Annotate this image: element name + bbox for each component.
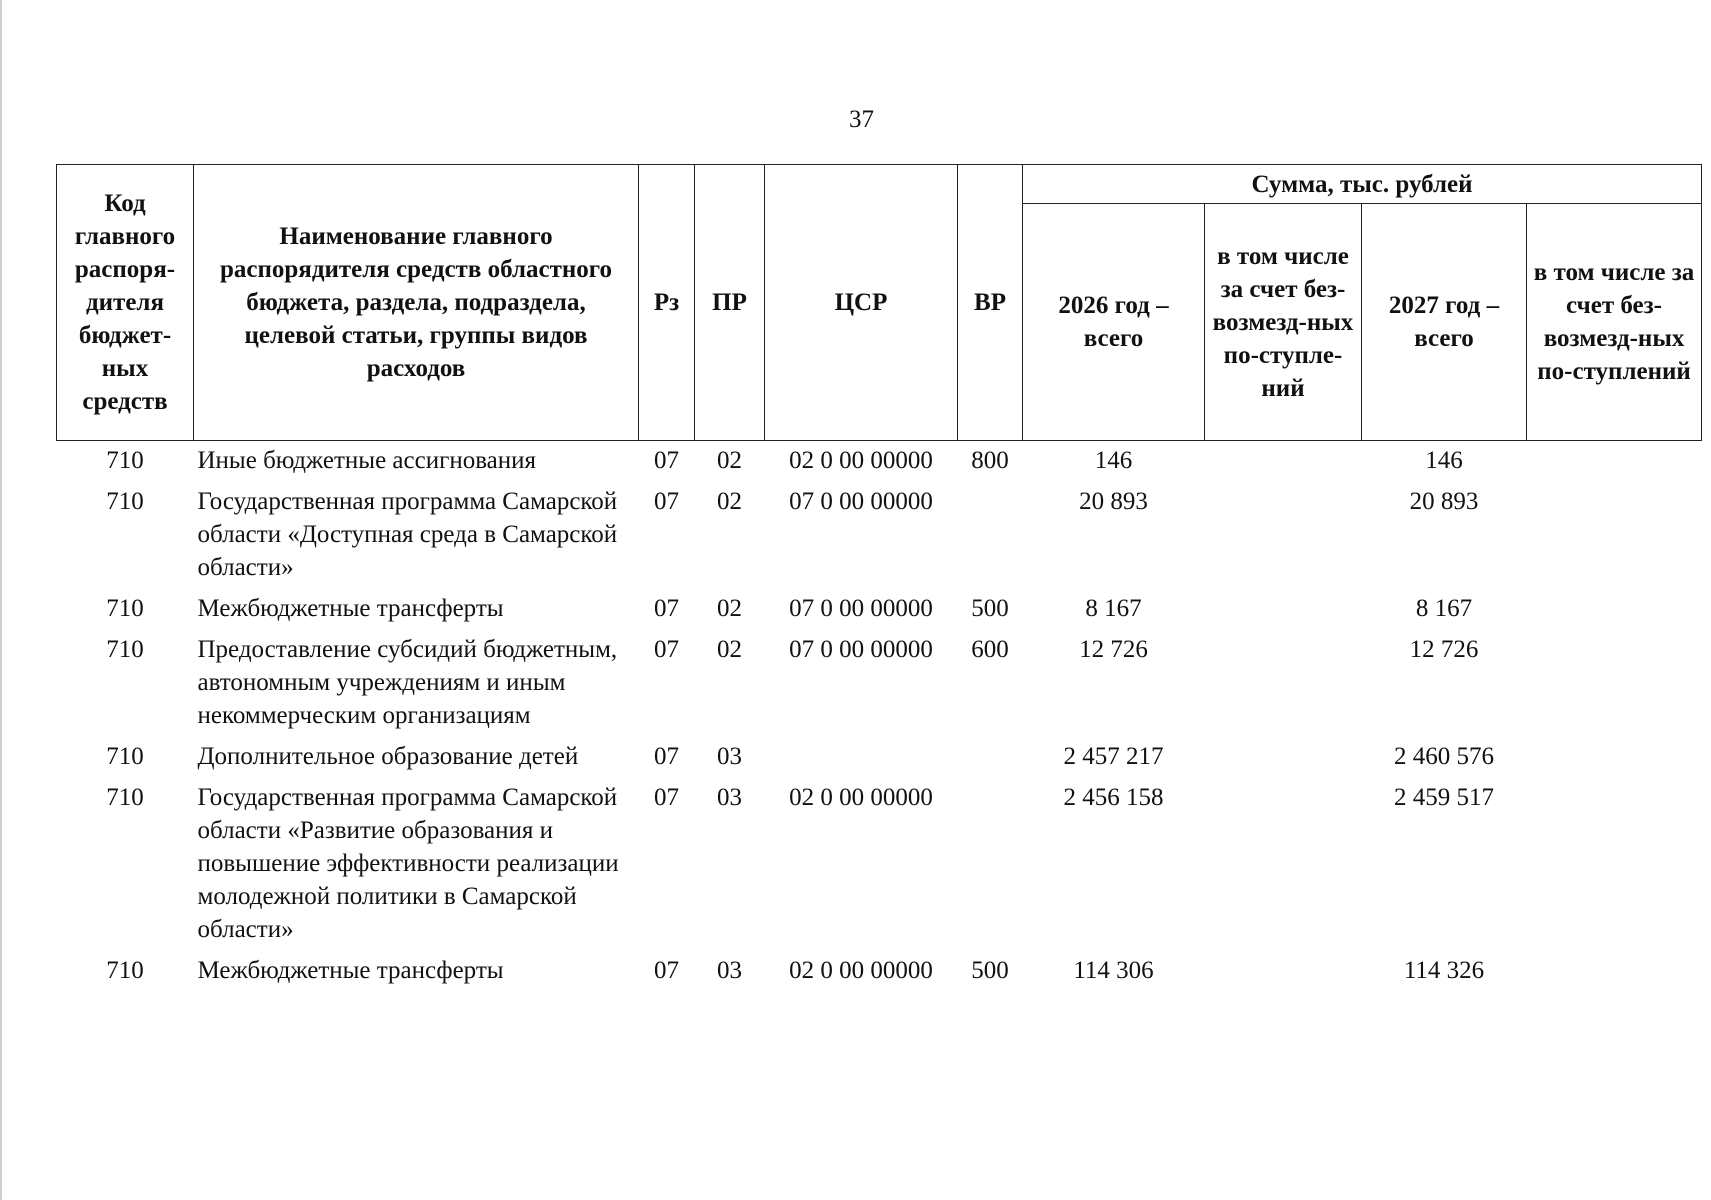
cell-2026-grants	[1205, 946, 1362, 987]
cell-pr: 02	[717, 447, 742, 474]
header-rz: Рз	[639, 165, 695, 441]
cell-2027-total: 114 326	[1403, 957, 1485, 984]
cell-csr	[765, 732, 958, 773]
cell-vr	[958, 477, 1023, 584]
cell-2027-grants	[1527, 946, 1702, 987]
cell-2027-grants	[1527, 584, 1702, 625]
header-2026-grants: в том числе за счет без-возмезд-ных по-ступле-ний	[1205, 204, 1362, 441]
cell-pr: 03	[717, 957, 742, 984]
cell-code: 710	[106, 447, 144, 474]
cell-2027-total: 146	[1425, 447, 1463, 474]
cell-2027-grants	[1527, 773, 1702, 946]
header-pr: ПР	[695, 165, 765, 441]
cell-code: 710	[106, 636, 144, 663]
cell-name: Государственная программа Самарской области «Развитие образования и повышение эффективности реализации молодежной политики в Самарской области»	[197, 784, 619, 943]
header-2026-total: 2026 год – всего	[1023, 204, 1205, 441]
cell-name: Иные бюджетные ассигнования	[197, 447, 537, 474]
page-number: 37	[849, 106, 874, 133]
cell-rz: 07	[654, 488, 679, 515]
cell-name: Предоставление субсидий бюджетным, автономным учреждениям и иным некоммерческим организациям	[197, 636, 618, 729]
table-row	[57, 441, 1702, 478]
cell-code: 710	[106, 784, 144, 811]
table-header	[57, 165, 1702, 441]
cell-pr: 03	[717, 784, 742, 811]
cell-vr: 500	[971, 595, 1009, 622]
header-code: Код главного распоря-дителя бюджет-ных средств	[57, 165, 194, 441]
cell-2026-grants	[1205, 584, 1362, 625]
cell-pr: 02	[717, 595, 742, 622]
cell-2026-grants	[1205, 441, 1362, 478]
cell-2026-grants	[1205, 773, 1362, 946]
cell-rz: 07	[654, 784, 679, 811]
table-body	[57, 441, 1702, 988]
header-csr: ЦСР	[765, 165, 958, 441]
cell-2027-grants	[1527, 441, 1702, 478]
cell-2026-grants	[1205, 625, 1362, 732]
table-row	[57, 732, 1702, 773]
cell-2026-total: 146	[1094, 447, 1133, 474]
header-2027-total: 2027 год – всего	[1362, 204, 1527, 441]
cell-2027-total: 20 893	[1409, 488, 1479, 515]
cell-code: 710	[106, 743, 144, 770]
header-name: Наименование главного распорядителя средств областного бюджета, раздела, подраздела, целевой статьи, группы видов расходов	[194, 165, 639, 441]
cell-2027-grants	[1527, 477, 1702, 584]
cell-csr: 07 0 00 00000	[789, 636, 933, 663]
cell-csr: 07 0 00 00000	[789, 595, 933, 622]
cell-2026-total: 12 726	[1079, 636, 1148, 663]
cell-2027-total: 8 167	[1415, 595, 1473, 622]
cell-code: 710	[106, 488, 144, 515]
header-2027-grants: в том числе за счет без-возмезд-ных по-ступлений	[1527, 204, 1702, 441]
cell-2027-total: 12 726	[1409, 636, 1479, 663]
table-row	[57, 946, 1702, 987]
table-row	[57, 773, 1702, 946]
cell-2026-total: 8 167	[1085, 595, 1142, 622]
cell-csr: 07 0 00 00000	[789, 488, 933, 515]
cell-name: Межбюджетные трансферты	[197, 957, 504, 984]
cell-name: Дополнительное образование детей	[197, 743, 579, 770]
cell-vr: 800	[971, 447, 1009, 474]
cell-pr: 02	[717, 488, 742, 515]
cell-code: 710	[106, 595, 144, 622]
cell-pr: 03	[717, 743, 742, 770]
cell-vr	[958, 732, 1023, 773]
budget-table	[56, 164, 1702, 987]
cell-rz: 07	[654, 595, 679, 622]
table-row	[57, 477, 1702, 584]
cell-2027-total: 2 459 517	[1394, 784, 1494, 811]
cell-2026-grants	[1205, 732, 1362, 773]
header-sum: Сумма, тыс. рублей	[1023, 165, 1702, 204]
cell-code: 710	[106, 957, 144, 984]
cell-2027-total: 2 460 576	[1394, 743, 1494, 770]
cell-2026-grants	[1205, 477, 1362, 584]
cell-2026-total: 2 456 158	[1063, 784, 1164, 811]
cell-rz: 07	[654, 957, 679, 984]
cell-2026-total: 2 457 217	[1063, 743, 1164, 770]
cell-vr: 500	[971, 957, 1009, 984]
cell-name: Государственная программа Самарской области «Доступная среда в Самарской области»	[197, 488, 618, 581]
cell-rz: 07	[654, 636, 679, 663]
cell-rz: 07	[654, 447, 679, 474]
scan-edge-line	[0, 0, 2, 1200]
cell-2027-grants	[1527, 732, 1702, 773]
cell-2026-total: 20 893	[1079, 488, 1148, 515]
table-row	[57, 625, 1702, 732]
cell-2026-total: 114 306	[1073, 957, 1154, 984]
cell-csr: 02 0 00 00000	[789, 784, 933, 811]
cell-vr	[958, 773, 1023, 946]
cell-pr: 02	[717, 636, 742, 663]
cell-name: Межбюджетные трансферты	[197, 595, 504, 622]
table-row	[57, 584, 1702, 625]
cell-rz: 07	[654, 743, 679, 770]
cell-csr: 02 0 00 00000	[789, 957, 933, 984]
header-vr: ВР	[958, 165, 1023, 441]
cell-2027-grants	[1527, 625, 1702, 732]
cell-csr: 02 0 00 00000	[789, 447, 933, 474]
cell-vr: 600	[971, 636, 1009, 663]
